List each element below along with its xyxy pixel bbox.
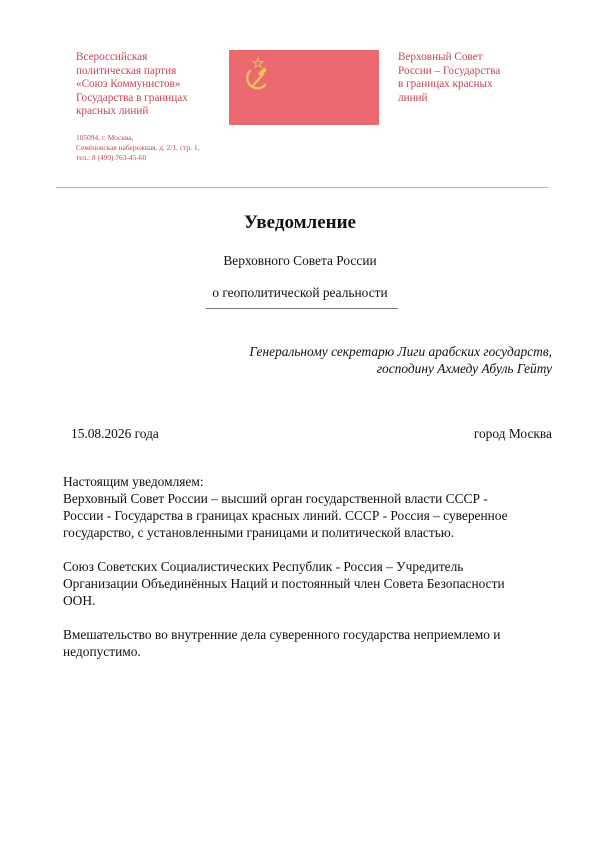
paragraph [63,558,563,609]
body-line: Настоящим уведомляем: [63,474,204,489]
paragraph [63,473,563,541]
header-left-block [76,51,226,119]
header-right-line: в границах красных [398,78,493,91]
header-left-line: «Союз Коммунистов» [76,78,181,91]
body-line: Союз Советских Социалистических Республик - Россия – Учредитель [63,559,464,574]
address-line: 105094, г. Москва, [76,133,134,142]
document-body [63,473,563,660]
header-left-line: красных линий [76,105,149,118]
document-city: город Москва [473,426,552,441]
paragraph [63,626,563,660]
document-subject: о геополитической реальности [212,285,388,300]
hammer-sickle-icon [241,57,275,91]
body-line: Организации Объединённых Наций и постоянный член Совета Безопасности [63,576,505,591]
address-line: тел.: 8 (499) 763-45-60 [76,153,147,162]
header-divider [56,187,548,188]
ussr-flag-icon [229,50,379,125]
addressee-line: господину Ахмеду Абуль Гейту [376,361,552,376]
address-line: Семёновская набережная, д. 2/1, стр. 1, [76,143,200,152]
header-right-block [398,51,548,105]
body-line: Вмешательство во внутренние дела суверенного государства неприемлемо и [63,627,501,642]
document-subtitle: Верховного Совета России [223,253,377,268]
document-title: Уведомление [244,212,356,233]
body-line: Верховный Совет России – высший орган государственной власти СССР - [63,491,488,506]
document-date: 15.08.2026 года [71,426,159,441]
header-address [76,133,236,163]
header-left-line: Государства в границах [76,91,188,104]
header-right-line: Верховный Совет [398,51,483,63]
header-left-line: Всероссийская [76,51,148,63]
addressee-block [132,343,552,377]
header-right-line: линий [398,91,428,104]
body-line: ООН. [63,593,96,608]
body-line: государство, с установленными границами и политической властью. [63,525,455,540]
body-line: недопустимо. [63,644,141,659]
addressee-line: Генеральному секретарю Лиги арабских государств, [249,344,552,359]
header-right-line: России – Государства [398,64,501,77]
body-line: России - Государства в границах красных линий. СССР - Россия – суверенное [63,508,508,523]
header-left-line: политическая партия [76,64,177,77]
subject-underline [206,308,398,309]
